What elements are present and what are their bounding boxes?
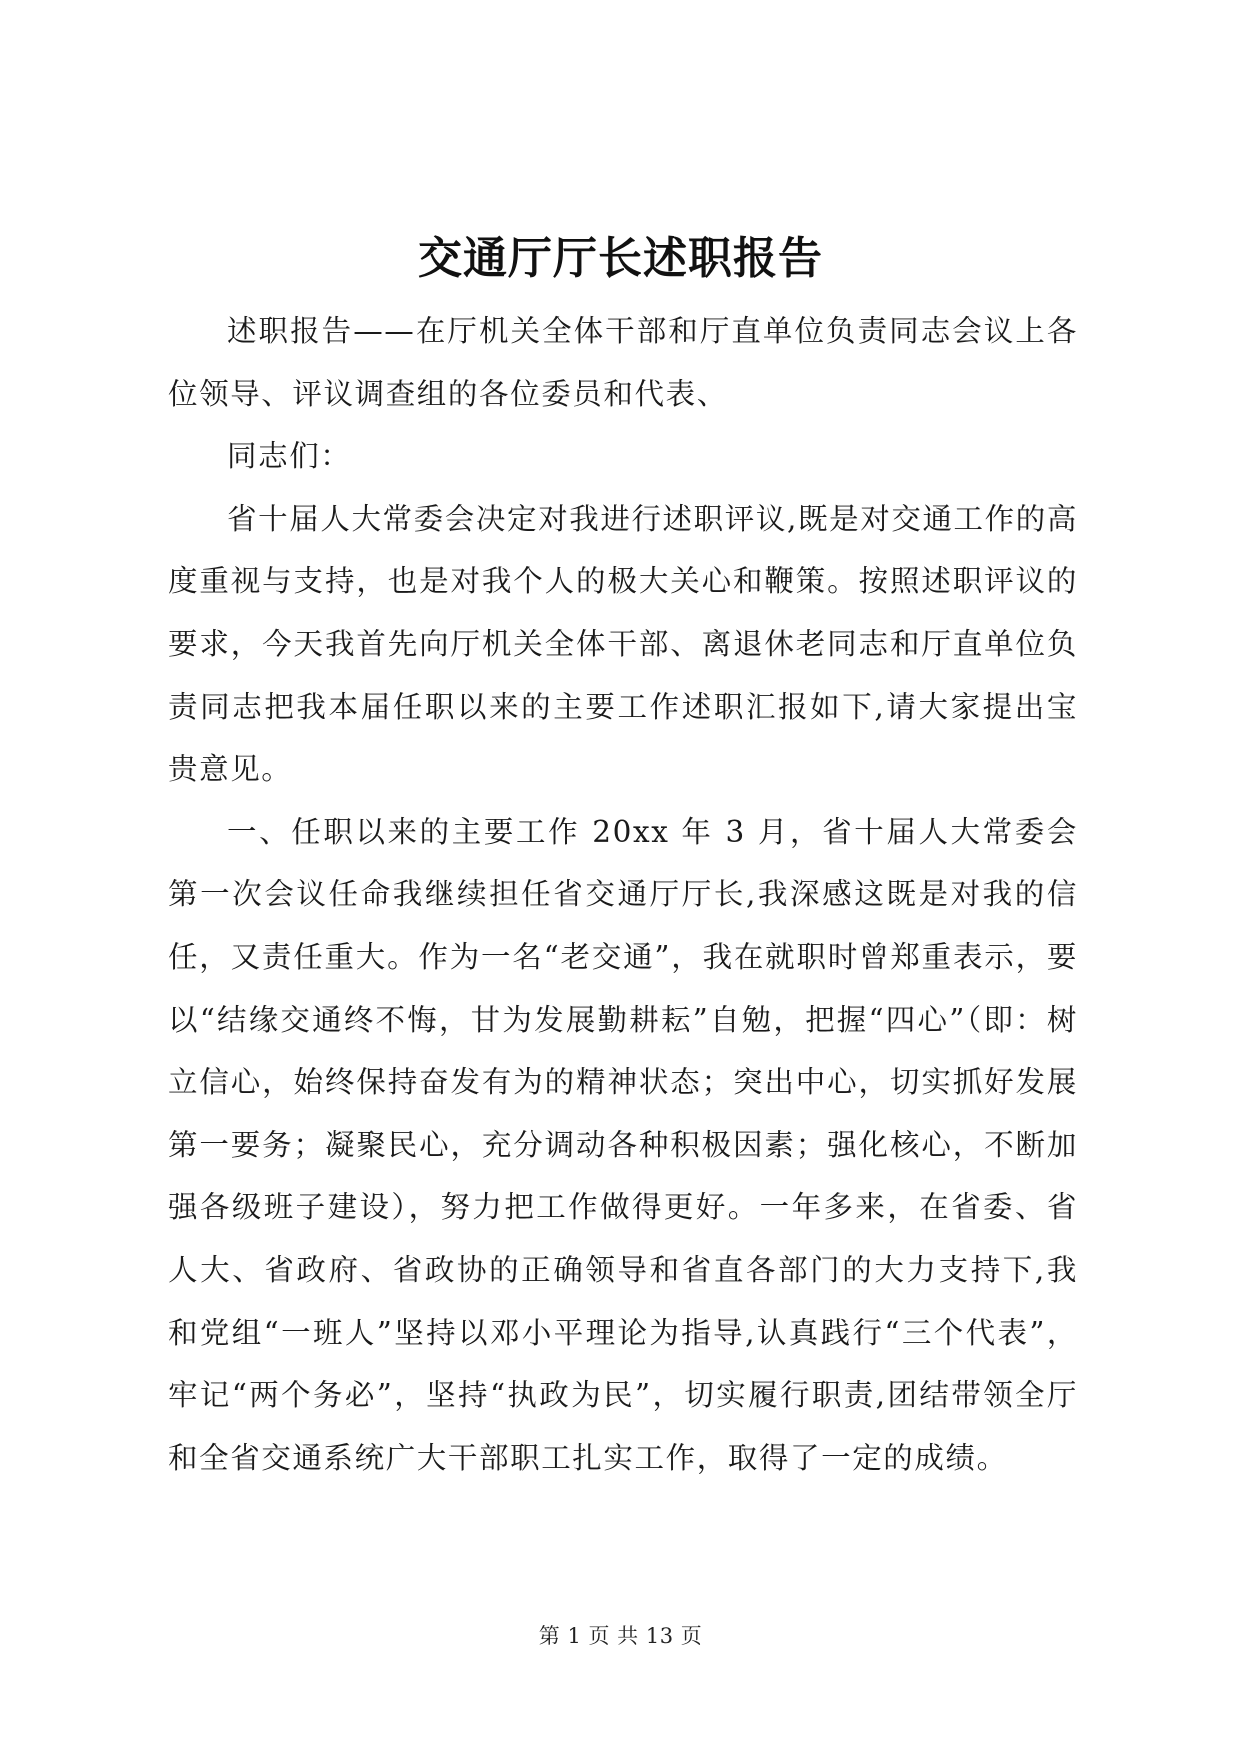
- paragraph-section-one: 一、任职以来的主要工作 20xx 年 3 月，省十届人大常委会第一次会议任命我继续担任省交通厅厅长,我深感这既是对我的信任，又责任重大。作为一名“老交通”，我在就职时曾郑重表示，要以“结缘交通终不悔，甘为发展勤耕耘”自勉，把握“四心”（即：树立信心，始终保持奋发有为的精神状态；突出中心，切实抓好发展第一要务；凝聚民心，充分调动各种积极因素；强化核心，不断加强各级班子建设），努力把工作做得更好。一年多来，在省委、省人大、省政府、省政协的正确领导和省直各部门的大力支持下,我和党组“一班人”坚持以邓小平理论为指导,认真践行“三个代表”，牢记“两个务必”，坚持“执政为民”，切实履行职责,团结带领全厅和全省交通系统广大干部职工扎实工作，取得了一定的成绩。: [168, 814, 1078, 1475]
- document-body: [168, 300, 1078, 1489]
- paragraph-greeting: 同志们：: [227, 439, 352, 474]
- document-title: 交通厅厅长述职报告: [418, 233, 823, 284]
- paragraph-salutation: 述职报告——在厅机关全体干部和厅直单位负责同志会议上各位领导、评议调查组的各位委员和代表、: [168, 314, 1078, 411]
- paragraph-intro: 省十届人大常委会决定对我进行述职评议,既是对交通工作的高度重视与支持，也是对我个人的极大关心和鞭策。按照述职评议的要求，今天我首先向厅机关全体干部、离退休老同志和厅直单位负责同志把我本届任职以来的主要工作述职汇报如下,请大家提出宝贵意见。: [168, 501, 1078, 787]
- page-footer: 第 1 页 共 13 页: [538, 1624, 703, 1648]
